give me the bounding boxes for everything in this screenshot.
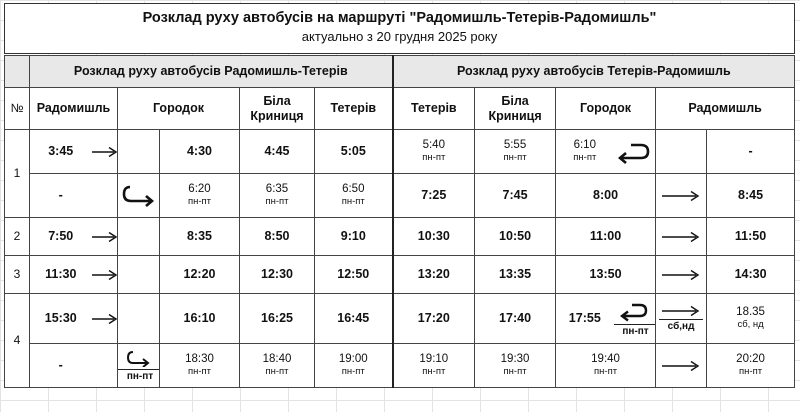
cell-empty <box>118 256 160 294</box>
header-teteriv-left: Тетерів <box>315 88 393 130</box>
right-arrow-icon <box>656 256 707 294</box>
cell-radomyshl-right: - <box>707 130 795 174</box>
page-subtitle: актуально з 20 грудня 2025 року <box>301 29 498 44</box>
cell-radomyshl-right: 14:30 <box>707 256 795 294</box>
cell-gorodok: 8:35 <box>160 218 240 256</box>
u-turn-icon <box>118 174 160 218</box>
section-left-title: Розклад руху автобусів Радомишль-Тетерів <box>30 56 393 88</box>
cell-gorodok-right: 17:55 <box>556 294 614 344</box>
cell-empty <box>118 130 160 174</box>
cell-teteriv-right: 10:30 <box>393 218 475 256</box>
cell-teteriv-right: 7:25 <box>393 174 475 218</box>
cell-empty <box>92 174 118 218</box>
cell-gorodok: 12:20 <box>160 256 240 294</box>
cell-radomyshl: 15:30 <box>30 294 92 344</box>
cell-gorodok: 6:20 пн-пт <box>160 174 240 218</box>
cell-teteriv-right: 19:10 пн-пт <box>393 344 475 388</box>
trip-number: 1 <box>5 130 30 218</box>
section-header-row <box>5 56 795 88</box>
cell-bila: 18:40 пн-пт <box>240 344 315 388</box>
trip-3-row <box>5 256 795 294</box>
cell-radomyshl: - <box>30 174 92 218</box>
header-bila-left: Біла Криниця <box>240 88 315 130</box>
cell-empty <box>92 344 118 388</box>
cell-teteriv: 6:50 пн-пт <box>315 174 393 218</box>
trip-4a-row <box>5 294 795 344</box>
cell-radomyshl: - <box>30 344 92 388</box>
weekday-badge: пн-пт <box>614 324 656 338</box>
cell-gorodok: 18:30 пн-пт <box>160 344 240 388</box>
cell-empty <box>118 218 160 256</box>
right-arrow-icon <box>92 130 118 174</box>
cell-teteriv-right: 13:20 <box>393 256 475 294</box>
cell-teteriv: 12:50 <box>315 256 393 294</box>
cell-gorodok-right: 13:50 <box>556 256 656 294</box>
cell-radomyshl: 3:45 <box>30 130 92 174</box>
cell-radomyshl-right: 8:45 <box>707 174 795 218</box>
cell-gorodok: 4:30 <box>160 130 240 174</box>
weekday-badge: пн-пт <box>118 369 160 383</box>
right-arrow-icon <box>92 218 118 256</box>
header-radomyshl-left: Радомишль <box>30 88 118 130</box>
cell-bila-right: 7:45 <box>475 174 556 218</box>
cell-teteriv: 9:10 <box>315 218 393 256</box>
cell-radomyshl: 7:50 <box>30 218 92 256</box>
right-arrow-icon <box>656 174 707 218</box>
cell-gorodok-right: 11:00 <box>556 218 656 256</box>
cell-bila: 4:45 <box>240 130 315 174</box>
header-num: № <box>5 88 30 130</box>
weekend-badge: сб,нд <box>659 319 703 333</box>
u-turn-back-icon <box>614 294 656 344</box>
cell-bila: 12:30 <box>240 256 315 294</box>
right-arrow-icon <box>92 294 118 344</box>
trip-number: 3 <box>5 256 30 294</box>
title-box <box>4 3 795 54</box>
cell-gorodok-right: 8:00 <box>556 174 656 218</box>
cell-gorodok: 16:10 <box>160 294 240 344</box>
cell-bila-right: 19:30 пн-пт <box>475 344 556 388</box>
cell-teteriv: 19:00 пн-пт <box>315 344 393 388</box>
empty-corner <box>5 56 30 88</box>
trip-1a-row <box>5 130 795 174</box>
cell-bila: 16:25 <box>240 294 315 344</box>
right-arrow-icon <box>656 218 707 256</box>
cell-gorodok-right: 19:40 пн-пт <box>556 344 656 388</box>
schedule-table <box>4 55 795 388</box>
trip-number: 4 <box>5 294 30 388</box>
u-turn-back-icon <box>614 130 656 174</box>
trip-4b-row <box>5 344 795 388</box>
trip-number: 2 <box>5 218 30 256</box>
right-arrow-icon <box>656 344 707 388</box>
cell-radomyshl-right: 11:50 <box>707 218 795 256</box>
right-arrow-icon <box>92 256 118 294</box>
page-title: Розклад руху автобусів на маршруті "Радомишль-Тетерів-Радомишль" <box>142 10 657 26</box>
cell-empty <box>656 130 707 174</box>
cell-teteriv: 5:05 <box>315 130 393 174</box>
u-turn-icon <box>118 344 160 388</box>
right-arrow-icon <box>656 294 707 344</box>
cell-bila: 8:50 <box>240 218 315 256</box>
cell-bila: 6:35 пн-пт <box>240 174 315 218</box>
cell-bila-right: 17:40 <box>475 294 556 344</box>
cell-gorodok-right: 6:10 пн-пт <box>556 130 614 174</box>
cell-teteriv-right: 5:40 пн-пт <box>393 130 475 174</box>
section-right-title: Розклад руху автобусів Тетерів-Радомишль <box>393 56 795 88</box>
cell-bila-right: 5:55 пн-пт <box>475 130 556 174</box>
header-teteriv-right: Тетерів <box>393 88 475 130</box>
column-header-row <box>5 88 795 130</box>
header-gorodok-left: Городок <box>118 88 240 130</box>
trip-1b-row <box>5 174 795 218</box>
cell-bila-right: 13:35 <box>475 256 556 294</box>
header-bila-right: Біла Криниця <box>475 88 556 130</box>
cell-radomyshl-right: 20:20 пн-пт <box>707 344 795 388</box>
trip-2-row <box>5 218 795 256</box>
cell-radomyshl: 11:30 <box>30 256 92 294</box>
cell-empty <box>118 294 160 344</box>
cell-teteriv: 16:45 <box>315 294 393 344</box>
cell-radomyshl-right: 18.35 сб, нд <box>707 294 795 344</box>
cell-bila-right: 10:50 <box>475 218 556 256</box>
header-radomyshl-right: Радомишль <box>656 88 795 130</box>
cell-teteriv-right: 17:20 <box>393 294 475 344</box>
header-gorodok-right: Городок <box>556 88 656 130</box>
